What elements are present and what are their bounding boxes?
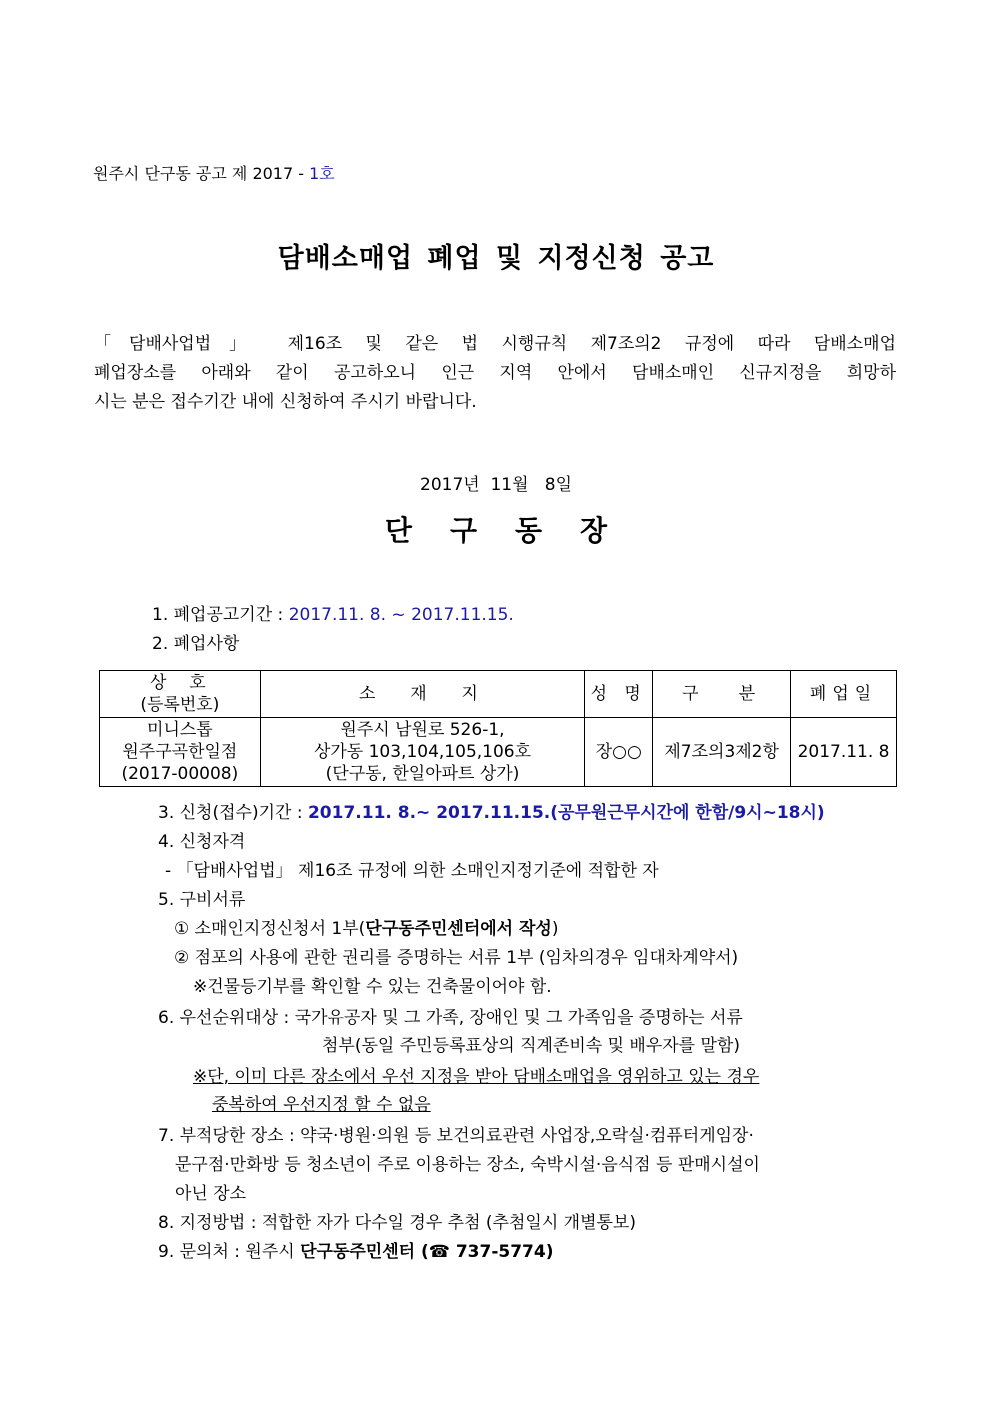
item-2: 2. 폐업사항 <box>152 634 240 654</box>
item-4-sub: - 「담배사업법」 제16조 규정에 의한 소매인지정기준에 적합한 자 <box>165 861 659 881</box>
notice-date: 2017년 11월 8일 <box>420 475 572 495</box>
page-title: 담배소매업 폐업 및 지정신청 공고 <box>277 243 715 274</box>
header-closed: 폐업일 <box>791 671 897 718</box>
item-5-note: ※건물등기부를 확인할 수 있는 건축물이어야 함. <box>193 977 552 997</box>
cell-location: 원주시 남원로 526-1, 상가동 103,104,105,106호 (단구동, 한일아파트 상가) <box>260 718 585 787</box>
cell-name: 미니스톱 원주구곡한일점 (2017-00008) <box>100 718 261 787</box>
header-owner: 성 명 <box>585 671 653 718</box>
item-5: 5. 구비서류 <box>158 890 246 910</box>
item-6-note-1: ※단, 이미 다른 장소에서 우선 지정을 받아 담배소매업을 영위하고 있는 경우 <box>193 1067 760 1087</box>
header-location: 소 재 지 <box>260 671 585 718</box>
header-name: 상 호 (등록번호) <box>100 671 261 718</box>
item-8: 8. 지정방법 : 적합한 자가 다수일 경우 추첨 (추첨일시 개별통보) <box>158 1213 636 1233</box>
item-6-line-2: 첨부(동일 주민등록표상의 직계존비속 및 배우자를 말함) <box>322 1036 740 1056</box>
item-5-sub-2: ② 점포의 사용에 관한 권리를 증명하는 서류 1부 (임차의경우 임대차계약서) <box>174 948 739 968</box>
table-row <box>100 718 897 787</box>
item-1 <box>152 604 514 626</box>
item-1-label: 1. 폐업공고기간 : <box>152 605 289 625</box>
header-category: 구 분 <box>653 671 791 718</box>
item-9: 9. 문의처 : 원주시 단구동주민센터 (☎ 737-5774) <box>158 1242 554 1262</box>
doc-number-prefix: 원주시 단구동 공고 제 2017 - <box>93 164 310 183</box>
item-3-label: 3. 신청(접수)기간 : <box>158 803 308 823</box>
table-header-row <box>100 671 897 718</box>
doc-number-value: 1호 <box>309 164 335 183</box>
item-7-line-2: 문구점·만화방 등 청소년이 주로 이용하는 장소, 숙박시설·음식점 등 판매시설이 <box>175 1155 760 1175</box>
intro-line-3: 시는 분은 접수기간 내에 신청하여 주시기 바랍니다. <box>94 392 477 412</box>
cell-owner: 장○○ <box>585 718 653 787</box>
item-6: 6. 우선순위대상 : 국가유공자 및 그 가족, 장애인 및 그 가족임을 증명하는 서류 <box>158 1008 743 1028</box>
item-1-value: 2017.11. 8. ~ 2017.11.15. <box>288 605 514 625</box>
closure-table <box>99 670 897 787</box>
intro-line-2: 폐업장소를 아래와 같이 공고하오니 인근 지역 안에서 담배소매인 신규지정을 희망하 <box>94 363 896 383</box>
contact-phone: 단구동주민센터 (☎ 737-5774) <box>300 1242 554 1262</box>
item-6-note-2: 중복하여 우선지정 할 수 없음 <box>212 1095 431 1115</box>
item-7-line-3: 아닌 장소 <box>175 1184 247 1204</box>
cell-category: 제7조의3제2항 <box>653 718 791 787</box>
item-3 <box>158 802 825 824</box>
signer: 단구동장 <box>384 514 646 547</box>
item-7: 7. 부적당한 장소 : 약국·병원·의원 등 보건의료관련 사업장,오락실·컴퓨터게임장· <box>158 1126 754 1146</box>
item-3-value: 2017.11. 8.~ 2017.11.15.(공무원근무시간에 한함/9시~18시) <box>307 803 825 823</box>
item-4: 4. 신청자격 <box>158 832 246 852</box>
item-5-sub-1: ① 소매인지정신청서 1부(단구동주민센터에서 작성) <box>174 919 559 939</box>
doc-number <box>93 163 335 185</box>
cell-closed: 2017.11. 8 <box>791 718 897 787</box>
intro-line-1: 「담배사업법」 제16조 및 같은 법 시행규칙 제7조의2 규정에 따라 담배소매업 <box>94 334 896 354</box>
